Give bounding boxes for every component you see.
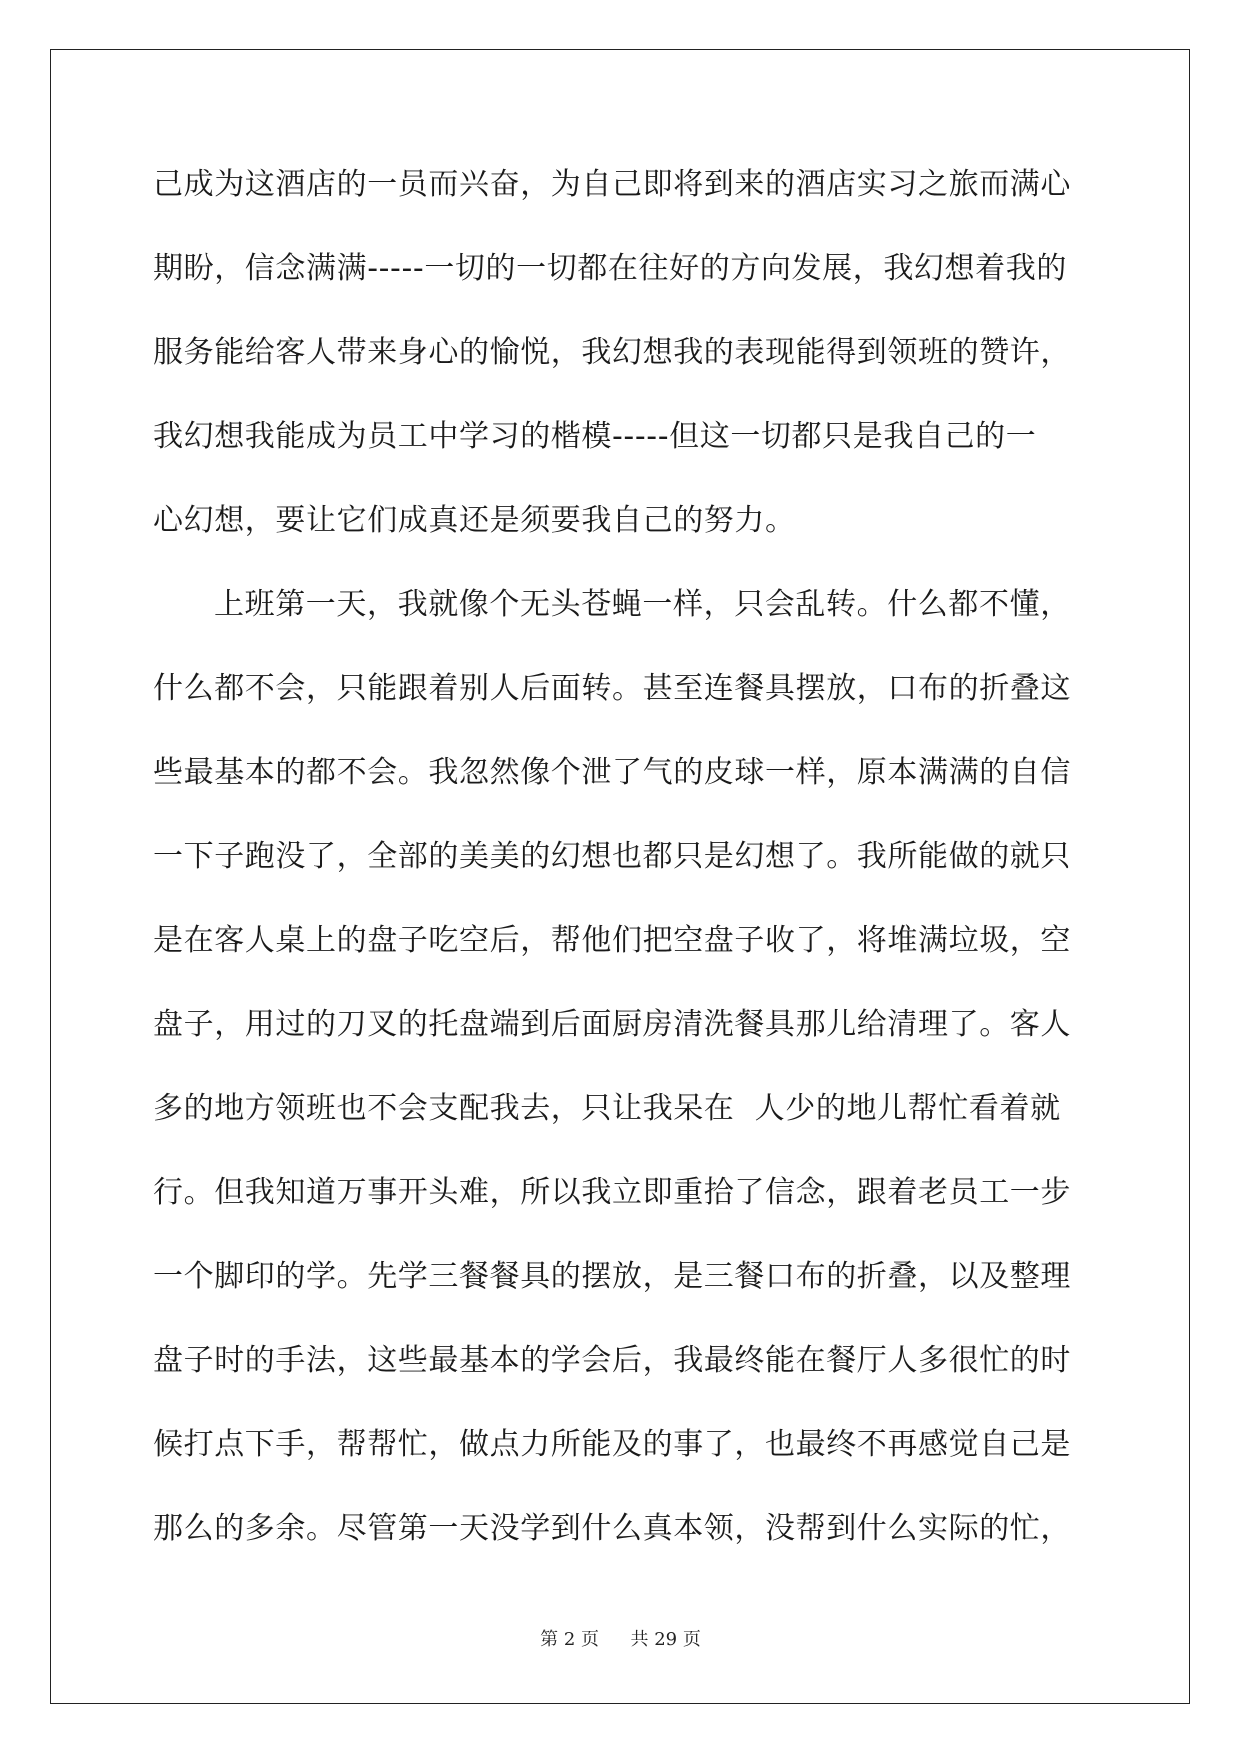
document-body	[153, 160, 1093, 1588]
text-line: 些最基本的都不会。我忽然像个泄了气的皮球一样，原本满满的自信	[153, 755, 1071, 790]
text-line: 期盼，信念满满-----一切的一切都在往好的方向发展，我幻想着我的	[153, 251, 1067, 286]
text-line: 一个脚印的学。先学三餐餐具的摆放，是三餐口布的折叠，以及整理	[153, 1259, 1071, 1294]
page-footer	[0, 1625, 1241, 1651]
text-line: 盘子时的手法，这些最基本的学会后，我最终能在餐厅人多很忙的时	[153, 1343, 1071, 1378]
text-line: 那么的多余。尽管第一天没学到什么真本领，没帮到什么实际的忙，	[153, 1511, 1071, 1546]
text-line: 服务能给客人带来身心的愉悦，我幻想我的表现能得到领班的赞许，	[153, 335, 1071, 370]
text-line: 是在客人桌上的盘子吃空后，帮他们把空盘子收了，将堆满垃圾，空	[153, 923, 1071, 958]
total-pages: 共 29 页	[630, 1629, 701, 1650]
text-line: 行。但我知道万事开头难，所以我立即重拾了信念，跟着老员工一步	[153, 1175, 1071, 1210]
text-line: 多的地方领班也不会支配我去，只让我呆在 人少的地儿帮忙看着就	[153, 1091, 1061, 1126]
text-line: 心幻想，要让它们成真还是须要我自己的努力。	[153, 503, 796, 538]
text-line: 我幻想我能成为员工中学习的楷模-----但这一切都只是我自己的一	[153, 419, 1037, 454]
text-line: 一下子跑没了，全部的美美的幻想也都只是幻想了。我所能做的就只	[153, 839, 1071, 874]
text-line: 己成为这酒店的一员而兴奋，为自己即将到来的酒店实习之旅而满心	[153, 167, 1071, 202]
paragraph-first-line: 上班第一天，我就像个无头苍蝇一样，只会乱转。什么都不懂，	[214, 587, 1071, 622]
text-line: 什么都不会，只能跟着别人后面转。甚至连餐具摆放，口布的折叠这	[153, 671, 1071, 706]
text-line: 候打点下手，帮帮忙，做点力所能及的事了，也最终不再感觉自己是	[153, 1427, 1071, 1462]
page-number: 第 2 页	[540, 1629, 600, 1650]
text-line: 盘子，用过的刀叉的托盘端到后面厨房清洗餐具那儿给清理了。客人	[153, 1007, 1071, 1042]
